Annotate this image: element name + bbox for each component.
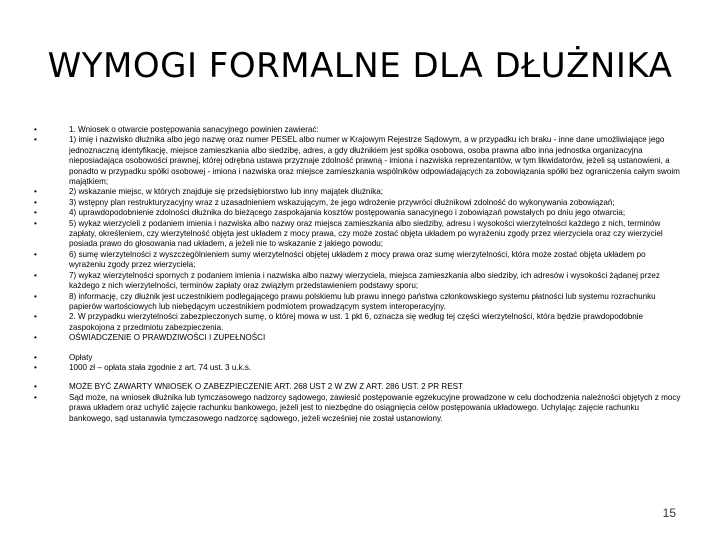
spacer — [32, 373, 682, 382]
bullet-icon: • — [34, 312, 37, 322]
bullet-icon: • — [34, 270, 37, 280]
list-item — [32, 393, 682, 424]
list-item — [32, 198, 682, 208]
list-item — [32, 353, 682, 363]
bullet-icon: • — [34, 392, 37, 402]
list-item — [32, 208, 682, 218]
list-item-text: 3) wstępny plan restrukturyzacyjny wraz z uzasadnieniem wskazującym, że jego wdrożenie przywróci dłużnikowi zdolność do wykonywania zobowiązań; — [69, 197, 615, 207]
list-item — [32, 382, 682, 392]
list-item-text: 2. W przypadku wierzytelności zabezpieczonych sumę, o której mowa w ust. 1 pkt 6, oznacza się według tej części wierzytelności, która będzie prawdopodobnie zaspokojona z przedmiotu zabezpieczenia. — [69, 312, 644, 332]
list-item — [32, 125, 682, 135]
list-item-text: 5) wykaz wierzycieli z podaniem imienia i nazwiska albo nazwy oraz miejsca zamieszkania albo siedziby, adresu i wysokości wierzytelności każdego z nich, terminów zapłaty, określeniem, czy wierzytelność objęta jest układem z mocy prawa, czy może zostać objęta układem po wyrażeniu zgody przez wierzyciela oraz czy wierzyciel posiada prawo do głosowania nad układem, a jeżeli nie to wskazanie z jakiego powodu; — [69, 218, 663, 249]
list-item — [32, 333, 682, 343]
bullet-icon: • — [34, 125, 37, 134]
list-item-text: 2) wskazanie miejsc, w których znajduje się przedsiębiorstwo lub inny majątek dłużnika; — [69, 187, 383, 197]
list-item — [32, 363, 682, 373]
list-item-text: Sąd może, na wniosek dłużnika lub tymczasowego nadzorcy sądowego, zawiesić postępowanie egzekucyjne prowadzone w celu dochodzenia należności objętych z mocy prawa układem oraz uchylić zajęcie rachunku bankowego, jeżeli jest to niezbędne do osiągnięcia celów postępowania układowego. Uchylając zajęcie rachunku bankowego, sąd ustanawia tymczasowego nadzorcę sądowego, jeżeli wcześniej nie został ustanowiony. — [69, 392, 681, 423]
list-item — [32, 187, 682, 197]
bullet-icon: • — [34, 352, 37, 362]
list-item — [32, 135, 682, 187]
bullet-icon: • — [34, 197, 37, 207]
list-item — [32, 250, 682, 271]
list-item-text: 4) uprawdopodobnienie zdolności dłużnika do bieżącego zaspokajania kosztów postępowania sanacyjnego i zobowiązań powstałych po dniu jego otwarcia; — [69, 208, 626, 218]
list-item-text: MOŻE BYĆ ZAWARTY WNIOSEK O ZABEZPIECZENIE ART. 268 UST 2 W ZW Z ART. 286 UST. 2 PR REST — [69, 382, 463, 392]
bullet-icon: • — [34, 187, 37, 197]
bullet-icon: • — [34, 382, 37, 392]
list-item-text: 8) informację, czy dłużnik jest uczestnikiem podlegającego prawu polskiemu lub prawu innego państwa członkowskiego systemu płatności lub systemu rozrachunku papierów wartościowych lub niebędącym uczestnikiem podmiotem prowadzącym system interoperacyjny. — [69, 291, 656, 311]
bullet-icon: • — [34, 208, 37, 218]
bullet-icon: • — [34, 362, 37, 372]
bullet-group-security — [32, 382, 682, 424]
list-item — [32, 312, 682, 333]
list-item-text: OŚWIADCZENIE O PRAWDZIWOŚCI I ZUPEŁNOŚCI — [69, 333, 266, 343]
list-item-text: 1. Wniosek o otwarcie postępowania sanacyjnego powinien zawierać: — [69, 125, 319, 134]
page-number: 15 — [662, 506, 676, 520]
spacer — [32, 344, 682, 353]
bullet-group-requirements — [32, 125, 682, 344]
list-item-text: Opłaty — [69, 352, 93, 362]
slide-content — [32, 125, 682, 424]
bullet-icon: • — [34, 333, 37, 343]
list-item-text: 6) sumę wierzytelności z wyszczególnieniem sumy wierzytelności objętej układem z mocy prawa oraz sumę wierzytelności, która może zostać objęta układem po wyrażeniu zgody przez wierzyciela; — [69, 249, 646, 270]
list-item-text: 1000 zł – opłata stała zgodnie z art. 74 ust. 3 u.k.s. — [69, 362, 252, 372]
slide-title: WYMOGI FORMALNE DLA DŁUŻNIKA — [47, 46, 673, 86]
bullet-icon: • — [34, 249, 37, 259]
bullet-icon: • — [34, 218, 37, 228]
bullet-icon: • — [34, 291, 37, 301]
list-item — [32, 292, 682, 313]
list-item-text: 7) wykaz wierzytelności spornych z podaniem imienia i nazwiska albo nazwy wierzyciela, miejsca zamieszkania albo siedziby, ich adresów i wysokości żądanej przez każdego z nich wierzytelności, terminów zapłaty oraz związłym przedstawieniem podstawy sporu; — [69, 270, 660, 291]
list-item-text: 1) imię i nazwisko dłużnika albo jego nazwę oraz numer PESEL albo numer w Krajowym Rejestrze Sądowym, a w przypadku ich braku - inne dane umożliwiające jego jednoznaczną identyfikację, miejsce zamieszkania albo siedzibę, adres, a gdy dłużnikiem jest spółka osobowa, osoba prawna albo inna jednostka organizacyjna nieposiadająca osobowości prawnej, której odrębna ustawa przyznaje zdolność prawną - imiona i nazwiska reprezentantów, w tym likwidatorów, jeżeli są ustanowieni, a ponadto w przypadku spółki osobowej - imiona i nazwiska oraz miejsce zamieszkania wspólników odpowiadających za zobowiązania spółki bez ograniczenia całym swoim majątkiem; — [69, 135, 680, 187]
list-item — [32, 271, 682, 292]
bullet-group-fees — [32, 353, 682, 374]
bullet-icon: • — [34, 135, 37, 145]
list-item — [32, 219, 682, 250]
